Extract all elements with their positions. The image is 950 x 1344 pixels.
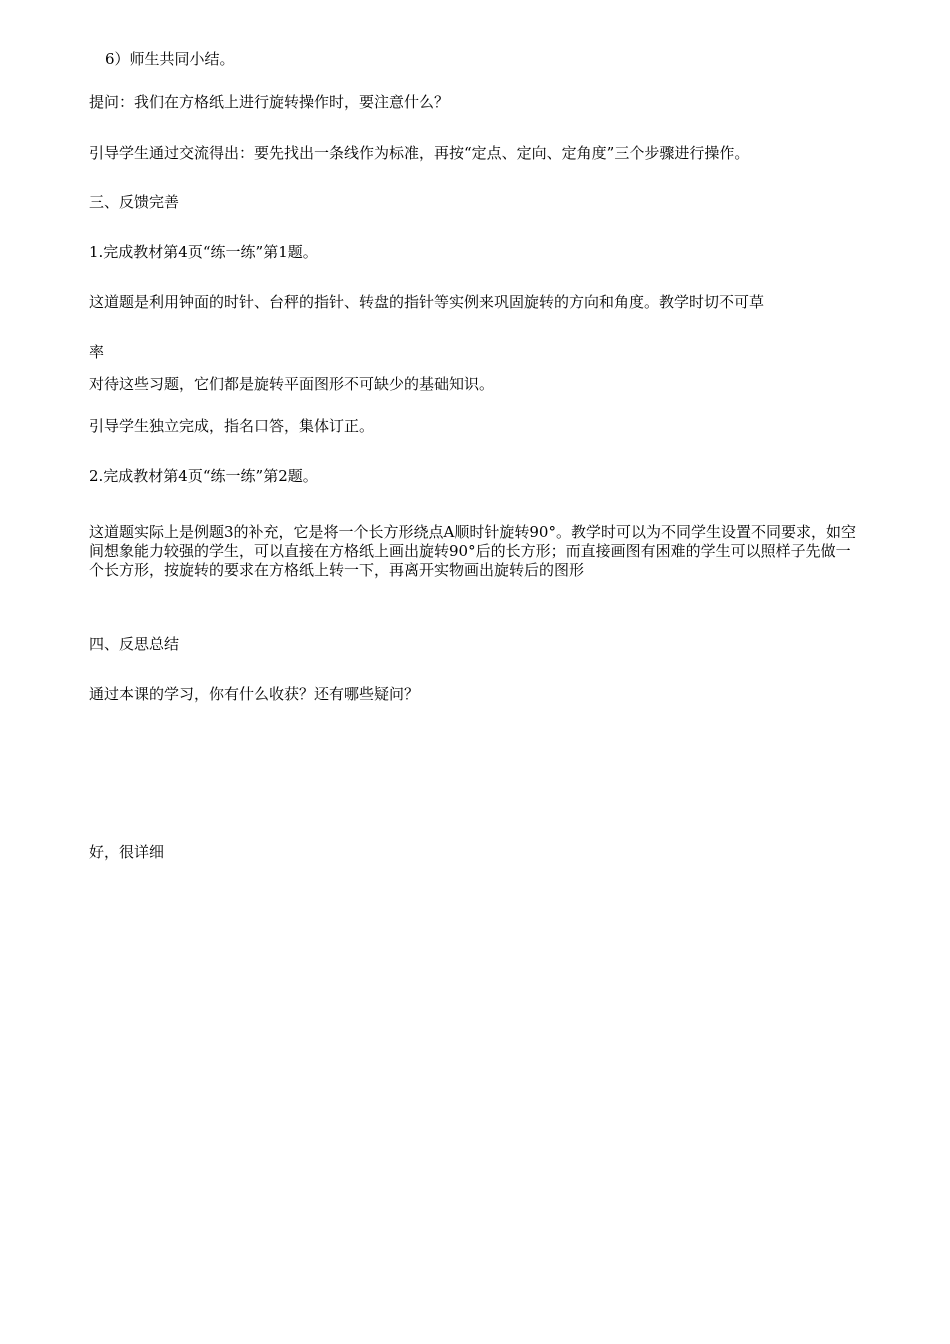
comment-line: 好，很详细 [89, 843, 165, 861]
section-heading-reflection: 四、反思总结 [89, 635, 180, 653]
exercise-1-description-continued: 率 [89, 343, 105, 361]
guidance-line: 引导学生通过交流得出：要先找出一条线作为标准，再按“定点、定向、定角度”三个步骤进行操作。 [89, 144, 750, 162]
exercise-2-line: 2.完成教材第4页“练一练”第2题。 [89, 467, 318, 485]
section-heading-feedback: 三、反馈完善 [89, 193, 180, 211]
summary-step-line: 6）师生共同小结。 [105, 50, 235, 68]
exercise-1-description: 这道题是利用钟面的时针、台秤的指针、转盘的指针等实例来巩固旋转的方向和角度。教学时切不可草 [89, 293, 765, 311]
exercise-2-description: 这道题实际上是例题3的补充，它是将一个长方形绕点A顺时针旋转90°。教学时可以为不同学生设置不同要求，如空间想象能力较强的学生，可以直接在方格纸上画出旋转90°后的长方形；而直接画图有困难的学生可以照样子先做一个长方形，按旋转的要求在方格纸上转一下，再离开实物画出旋转后的图形 [89, 523, 856, 579]
exercise-1-instruction: 引导学生独立完成，指名口答，集体订正。 [89, 417, 375, 435]
reflection-question: 通过本课的学习，你有什么收获？还有哪些疑问？ [89, 685, 420, 703]
exercise-1-line: 1.完成教材第4页“练一练”第1题。 [89, 243, 318, 261]
question-line: 提问：我们在方格纸上进行旋转操作时，要注意什么？ [89, 93, 450, 111]
exercise-1-note: 对待这些习题，它们都是旋转平面图形不可缺少的基础知识。 [89, 375, 495, 393]
